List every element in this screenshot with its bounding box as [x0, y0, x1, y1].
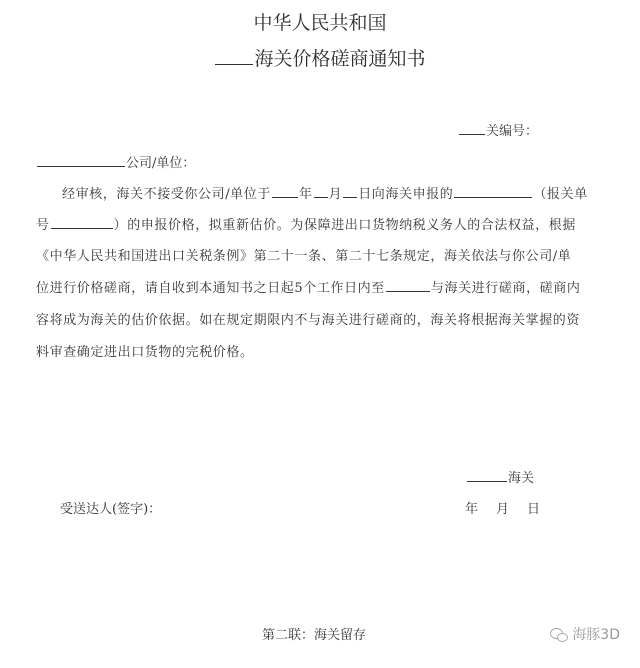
- customs-signature-label: 海关: [508, 471, 535, 486]
- year-label: 年: [298, 187, 313, 202]
- location-blank: [386, 277, 430, 292]
- customs-code-blank: [459, 120, 485, 135]
- body-line-1: [62, 183, 588, 202]
- body-text: （报关单: [533, 187, 588, 202]
- body-line-4: [36, 277, 580, 296]
- date-year-label: 年: [465, 502, 479, 517]
- body-text: 与海关进行磋商，磋商内: [430, 281, 581, 296]
- signature-date: [465, 498, 540, 517]
- day-blank: [343, 183, 357, 198]
- date-month-label: 月: [496, 502, 510, 517]
- body-line-5: [36, 309, 580, 328]
- customs-name-blank: [215, 50, 253, 65]
- customs-number-label: 关编号：: [486, 124, 539, 139]
- month-label: 月: [328, 187, 343, 202]
- date-day-label: 日: [527, 502, 541, 517]
- watermark-text: 海豚3D: [572, 627, 620, 643]
- body-text: 号: [36, 218, 50, 233]
- recipient-signature-label: 受送达人(签字)：: [60, 502, 162, 517]
- body-line-6: [36, 341, 254, 360]
- subtitle-text: 海关价格磋商通知书: [254, 48, 426, 70]
- document-subtitle: [0, 44, 640, 71]
- body-text: 位进行价格磋商，请自收到本通知书之日起5个工作日内至: [36, 281, 385, 296]
- document-title: 中华人民共和国: [253, 12, 387, 34]
- copy-label: 第二联：海关留存: [262, 628, 367, 643]
- body-text: 容将成为海关的估价依据。如在规定期限内不与海关进行磋商的，海关将根据海关掌握的资: [36, 313, 581, 328]
- addressee-blank: [37, 152, 125, 167]
- body-line-3: [36, 245, 571, 264]
- body-text: 日向海关申报的: [358, 187, 454, 202]
- month-blank: [314, 183, 328, 198]
- body-text: ）的申报价格，拟重新估价。为保障进出口货物纳税义务人的合法权益，根据: [113, 218, 577, 233]
- chat-bubbles-icon: [550, 627, 568, 641]
- watermark: [550, 624, 620, 644]
- body-text: 经审核，海关不接受你公司/单位于: [62, 187, 271, 202]
- body-text: 料审查确定进出口货物的完税价格。: [36, 345, 254, 360]
- addressee-label: 公司/单位：: [126, 156, 196, 171]
- body-text: 《中华人民共和国进出口关税条例》第二十一条、第二十七条规定，海关依法与你公司/单: [36, 249, 572, 264]
- body-line-2: [36, 214, 576, 233]
- customs-signature-line: [466, 467, 534, 486]
- addressee-line: [36, 152, 195, 171]
- declaration-number-blank: [51, 214, 113, 229]
- customs-signature-blank: [467, 467, 507, 482]
- customs-number-line: [458, 120, 538, 139]
- declaration-blank: [454, 183, 532, 198]
- year-blank: [272, 183, 298, 198]
